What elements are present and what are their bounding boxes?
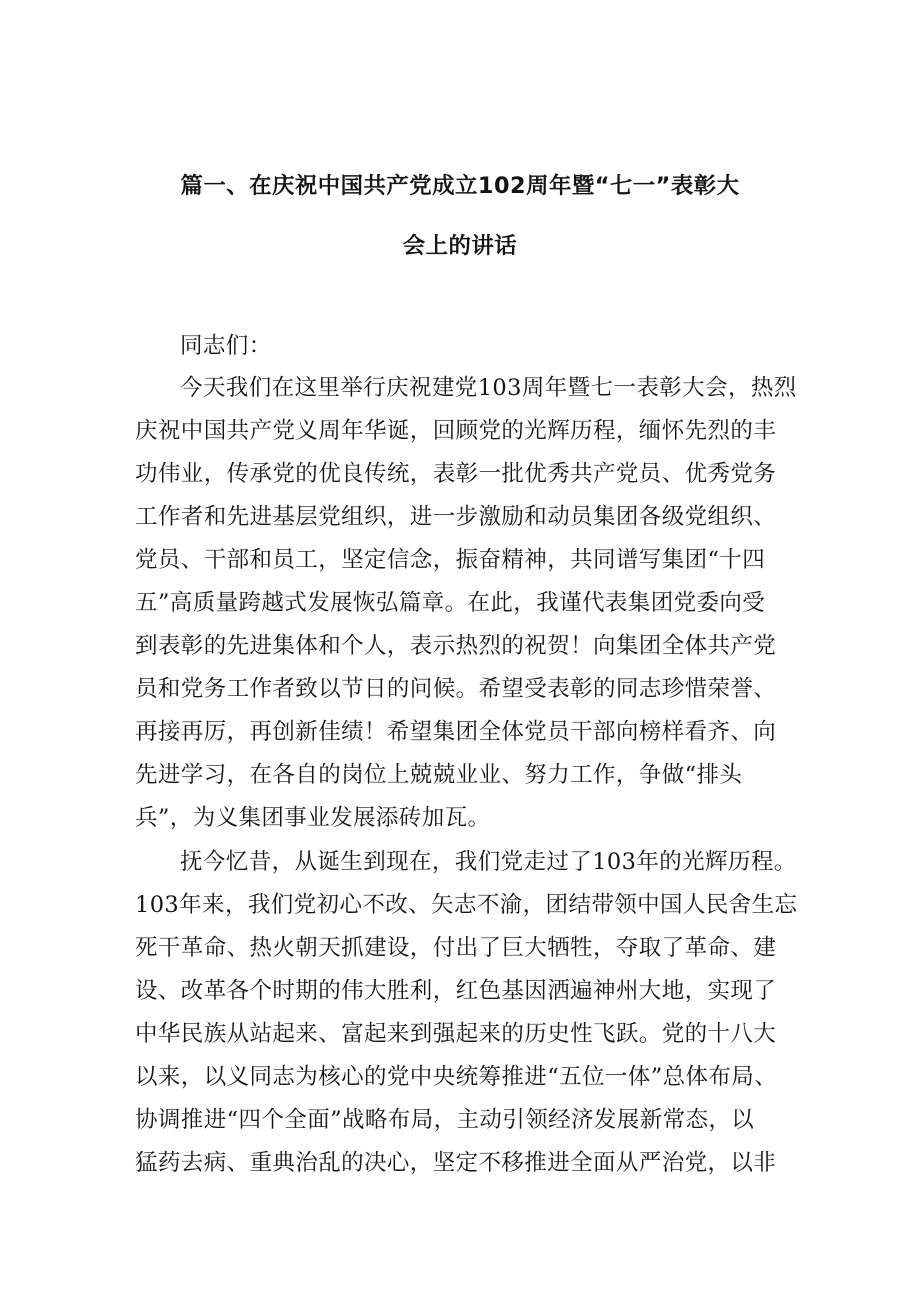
paragraph-2-line: 死干革命、热火朝天抓建设，付出了巨大牺牲，夺取了革命、建 xyxy=(135,935,777,961)
paragraph-2-line: 抚今忆昔，从诞生到现在，我们党走过了103年的光辉历程。 xyxy=(180,849,797,875)
paragraph-1-line: 庆祝中国共产党义周年华诞，回顾党的光辉历程，缅怀先烈的丰 xyxy=(135,418,777,444)
paragraph-2-line: 猛药去病、重典治乱的决心，坚定不移推进全面从严治党，以非 xyxy=(135,1150,777,1176)
paragraph-2-line: 中华民族从站起来、富起来到强起来的历史性飞跃。党的十八大 xyxy=(135,1021,777,1047)
paragraph-1-line: 先进学习，在各自的岗位上兢兢业业、努力工作，争做“排头 xyxy=(135,762,743,788)
paragraph-1-line: 再接再厉，再创新佳绩！希望集团全体党员干部向榜样看齐、向 xyxy=(135,719,777,745)
paragraph-2-line: 设、改革各个时期的伟大胜利，红色基因洒遍神州大地，实现了 xyxy=(135,978,777,1004)
paragraph-1-line: 兵”，为义集团事业发展添砖加瓦。 xyxy=(135,805,491,831)
paragraph-1-line: 员和党务工作者致以节日的问候。希望受表彰的同志珍惜荣誉、 xyxy=(135,676,777,702)
paragraph-2-line: 协调推进“四个全面”战略布局，主动引领经济发展新常态，以 xyxy=(135,1107,755,1133)
paragraph-1-line: 党员、干部和员工，坚定信念，振奋精神，共同谱写集团“十四 xyxy=(135,547,766,573)
paragraph-2-line: 103年来，我们党初心不改、矢志不渝，团结带领中国人民舍生忘 xyxy=(135,892,798,918)
paragraph-1-line: 今天我们在这里举行庆祝建党103周年暨七一表彰大会，热烈 xyxy=(180,375,797,401)
paragraph-2-line: 以来，以义同志为核心的党中央统筹推进“五位一体”总体布局、 xyxy=(135,1064,778,1090)
document-title-line-1: 篇一、在庆祝中国共产党成立102周年暨“七一”表彰大 xyxy=(180,173,740,199)
paragraph-1-line: 功伟业，传承党的优良传统，表彰一批优秀共产党员、优秀党务 xyxy=(135,461,777,487)
salutation: 同志们： xyxy=(180,333,272,359)
paragraph-1-line: 五”高质量跨越式发展恢弘篇章。在此，我谨代表集团党委向受 xyxy=(135,590,766,616)
paragraph-1-line: 工作者和先进基层党组织，进一步激励和动员集团各级党组织、 xyxy=(135,504,777,530)
paragraph-1-line: 到表彰的先进集体和个人，表示热烈的祝贺！向集团全体共产党 xyxy=(135,633,777,659)
document-title-line-2: 会上的讲话 xyxy=(402,233,518,259)
